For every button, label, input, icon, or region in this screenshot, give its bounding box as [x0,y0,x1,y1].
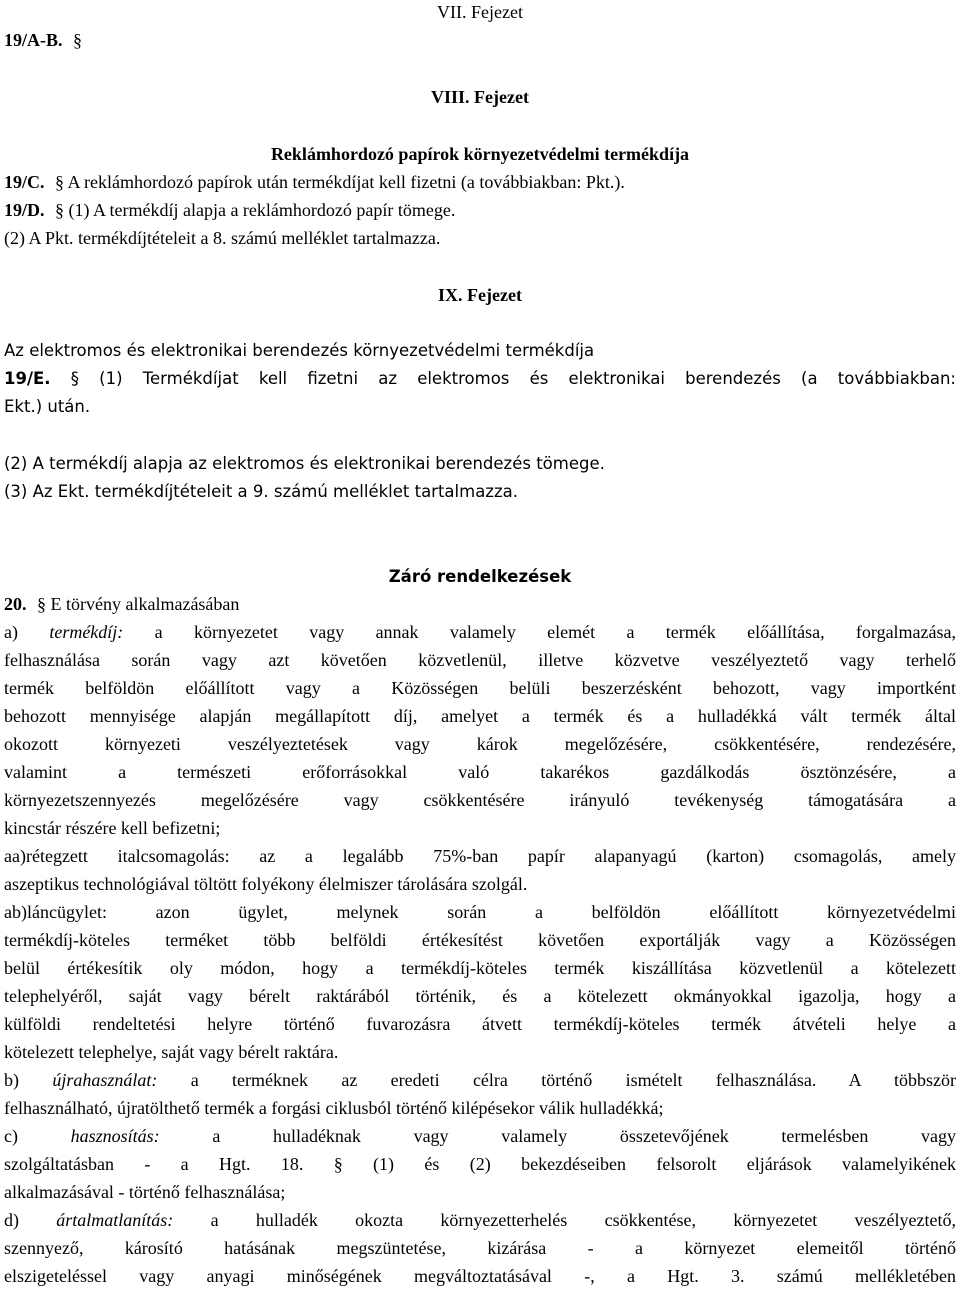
section-text: § A reklámhordozó papírok után termékdíjat kell fizetni (a továbbiakban: Pkt.). [55,172,625,192]
section-mark: § [73,30,82,50]
definition-prefix: d) [4,1210,19,1230]
section-number: 19/C. [4,172,45,192]
definition-prefix: b) [4,1070,19,1090]
section-20 [4,590,956,618]
chapter-7-heading: VII. Fejezet [437,2,523,22]
definition-ab-line: ab)láncügylet: azon ügylet, melynek során a belföldön előállított környezetvédelmi [4,902,956,922]
definition-line: felhasználható, újratölthető termék a forgási ciklusból történő kilépésekor válik hulladékká; [4,1098,664,1118]
section-number: 19/E. [4,369,51,388]
section-19e-paragraph-3: (3) Az Ekt. termékdíjtételeit a 9. számú melléklet tartalmazza. [4,482,518,501]
definition-line: felhasználása során vagy azt követően közvetlenül, illetve közvetve veszélyeztető vagy terhelő [4,650,956,670]
definition-line: termék belföldön előállított vagy a Közösségen belüli beszerzésként behozott, vagy importként [4,678,956,698]
definition-term: termékdíj: [49,622,124,642]
definition-line: valamint a természeti erőforrásokkal való takarékos gazdálkodás ösztönzésére, a [4,762,956,782]
definition-prefix: c) [4,1126,18,1146]
definition-text: a hulladék okozta környezetterhelés csökkentése, környezetet veszélyeztető, [210,1210,956,1230]
definition-line: környezetszennyezés megelőzésére vagy csökkentésére irányuló tevékenység támogatására a [4,790,956,810]
section-19ab-line [4,26,204,54]
definition-line: külföldi rendeltetési helyre történő fuvarozásra átvett termékdíj-köteles termék átvételi helye a [4,1014,956,1034]
section-number: 20. [4,594,27,614]
definition-prefix: a) [4,622,18,642]
section-number: 19/A-B. [4,30,63,50]
definition-term: újrahasználat: [52,1070,158,1090]
definition-c-line [4,1122,956,1150]
definition-text: a hulladéknak vagy valamely összetevőjének termelésben vagy [212,1126,957,1146]
definition-line: elszigeteléssel vagy anyagi minőségének megváltoztatásával -, a Hgt. 3. számú mellékletében [4,1266,956,1286]
definition-b-line [4,1066,956,1094]
definition-line: telephelyéről, saját vagy bérelt raktárából történik, és a kötelezett okmányokkal igazolja, hogy a [4,986,956,1006]
section-19e-paragraph-2: (2) A termékdíj alapja az elektromos és elektronikai berendezés tömege. [4,454,605,473]
definition-line: aszeptikus technológiával töltött folyékony élelmiszer tárolására szolgál. [4,874,528,894]
definition-line: kincstár részére kell befizetni; [4,818,221,838]
section-text: § (1) Termékdíjat kell fizetni az elektromos és elektronikai berendezés (a továbbiakban: [70,369,956,388]
chapter-8-title: Reklámhordozó papírok környezetvédelmi termékdíja [270,144,690,164]
definition-aa-line: aa)rétegzett italcsomagolás: az a legalább 75%-ban papír alapanyagú (karton) csomagolás, amely [4,846,956,866]
definition-line: alkalmazásával - történő felhasználása; [4,1182,286,1202]
section-text: § E törvény alkalmazásában [37,594,240,614]
definition-line: szennyező, károsító hatásának megszüntetése, kizárása - a környezet elemeitől történő [4,1238,956,1258]
definition-text: a terméknek az eredeti célra történő ismételt felhasználása. A többször [190,1070,957,1090]
section-19e-continuation: Ekt.) után. [4,397,91,416]
chapter-9-heading: IX. Fejezet [438,285,522,305]
definition-line: termékdíj-köteles terméket több belföldi értékesítést követően exportálják vagy a Közösségen [4,930,956,950]
definition-term: ártalmatlanítás: [56,1210,174,1230]
definition-a-line [4,618,956,646]
section-number: 19/D. [4,200,45,220]
definition-line: szolgáltatásban - a Hgt. 18. § (1) és (2) bekezdéseiben felsorolt eljárások valamelyikének [4,1154,956,1174]
chapter-9-title: Az elektromos és elektronikai berendezés környezetvédelmi termékdíja [4,341,595,360]
section-text: § (1) A termékdíj alapja a reklámhordozó papír tömege. [55,200,456,220]
definition-term: hasznosítás: [70,1126,160,1146]
section-19d-paragraph-2: (2) A Pkt. termékdíjtételeit a 8. számú melléklet tartalmazza. [4,228,441,248]
section-19d [4,196,956,224]
definition-line: behozott mennyisége alapján megállapított díj, amelyet a termék és a hulladékká vált termék által [4,706,956,726]
closing-heading: Záró rendelkezések [388,567,572,586]
section-19c [4,168,956,196]
definition-text: a környezetet vagy annak valamely elemét a termék előállítása, forgalmazása, [154,622,957,642]
chapter-8-heading: VIII. Fejezet [431,87,529,107]
definition-line: belül értékesítik oly módon, hogy a termékdíj-köteles termék kiszállítása közvetlenül a kötelezett [4,958,956,978]
definition-line: okozott környezeti veszélyeztetések vagy károk megelőzésére, csökkentésére, rendezésére, [4,734,956,754]
definition-line: kötelezett telephelye, saját vagy bérelt raktára. [4,1042,339,1062]
definition-d-line [4,1206,956,1234]
section-19e [4,365,956,393]
